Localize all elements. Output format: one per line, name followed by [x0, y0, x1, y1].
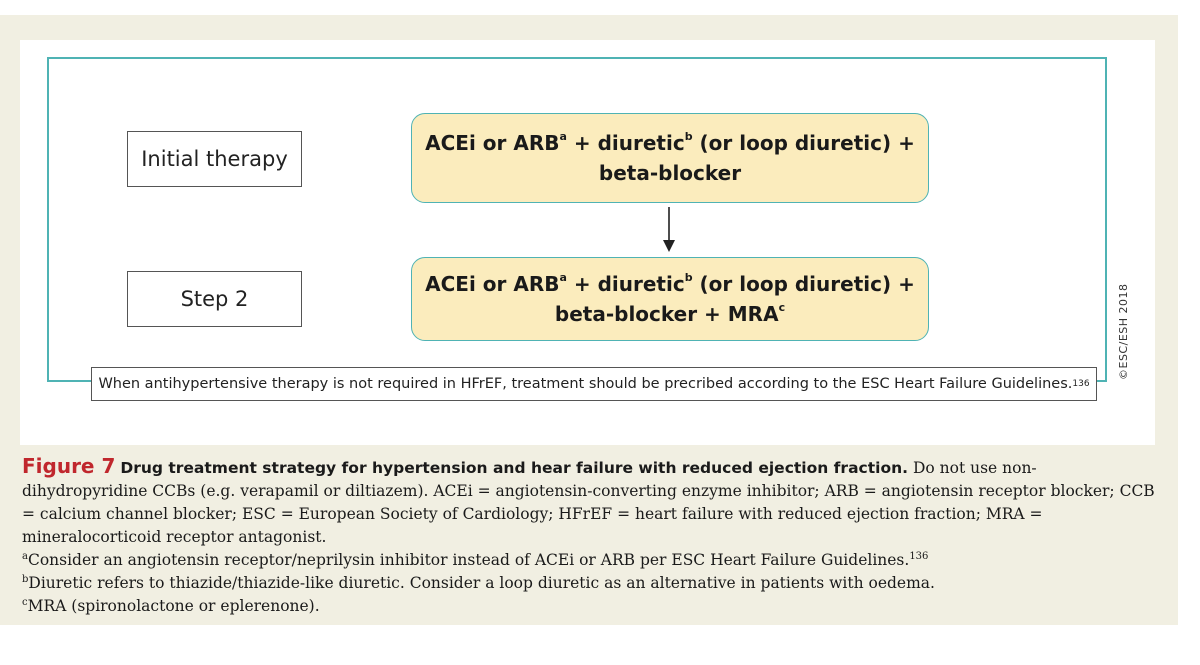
footnote-mark-a: a — [559, 271, 567, 285]
step2-therapy-line1 — [425, 269, 915, 299]
footnote-a-ref: 136 — [909, 550, 929, 562]
down-arrow-icon — [659, 207, 679, 253]
initial-therapy-box — [411, 113, 929, 203]
step2-label: Step 2 — [127, 271, 302, 327]
step2-therapy-box — [411, 257, 929, 341]
step2-loop-diuretic-text: (or loop diuretic) + — [692, 272, 915, 296]
footnote-b — [22, 572, 1162, 595]
caption-body: Do not use non-dihydropyridine CCBs (e.g. verapamil or diltiazem). ACEi = angiotensin-converting enzyme inhibitor; ARB = angiotensin receptor blocker; CCB = calcium channel blocker; ESC = European Society of Cardiology; HFrEF = heart failure with reduced ejection fraction; MRA = mineralocorticoid receptor antagonist. — [22, 459, 1155, 546]
initial-diuretic-text: + diuretic — [566, 131, 685, 155]
initial-therapy-line2: beta-blocker — [598, 161, 742, 185]
initial-loop-diuretic-text: (or loop diuretic) + — [692, 131, 915, 155]
footnote-mark-b: b — [684, 130, 693, 144]
initial-therapy-line1 — [425, 128, 915, 158]
figure-label: Figure 7 — [22, 454, 116, 478]
figure-caption — [22, 455, 1162, 618]
guideline-note — [91, 367, 1097, 401]
initial-acei-arb-text: ACEi or ARB — [425, 131, 560, 155]
figure-panel — [0, 15, 1178, 625]
step2-mra-text: beta-blocker + MRA — [554, 302, 779, 326]
initial-therapy-label: Initial therapy — [127, 131, 302, 187]
footnote-a-text: Consider an angiotensin receptor/neprilysin inhibitor instead of ACEi or ARB per ESC Heart Failure Guidelines. — [27, 551, 910, 569]
footnote-a — [22, 549, 1162, 572]
caption-title: Drug treatment strategy for hypertension and hear failure with reduced ejection fraction. — [120, 459, 909, 477]
footnote-mark-c: c — [778, 301, 786, 315]
footnote-mark-b: b — [684, 271, 693, 285]
diagram-area — [20, 40, 1155, 445]
caption-main — [22, 455, 1162, 549]
step2-therapy-line2 — [555, 299, 785, 329]
footnote-c-text: MRA (spironolactone or eplerenone). — [27, 597, 320, 615]
step2-acei-arb-text: ACEi or ARB — [425, 272, 560, 296]
footnote-b-mark: b — [22, 573, 29, 585]
footnote-a-mark: a — [22, 550, 28, 562]
diagram-frame — [47, 57, 1107, 392]
footnote-c-mark: c — [22, 596, 28, 608]
step2-diuretic-text: + diuretic — [566, 272, 685, 296]
footnote-mark-a: a — [559, 130, 567, 144]
footnote-b-text: Diuretic refers to thiazide/thiazide-like diuretic. Consider a loop diuretic as an alternative in patients with oedema. — [28, 574, 935, 592]
footnote-c — [22, 595, 1162, 618]
reference-136: 136 — [1072, 379, 1090, 389]
copyright-text: ©ESC/ESH 2018 — [1117, 283, 1130, 380]
guideline-note-text: When antihypertensive therapy is not required in HFrEF, treatment should be precribed according to the ESC Heart Failure Guidelines. — [98, 376, 1073, 392]
